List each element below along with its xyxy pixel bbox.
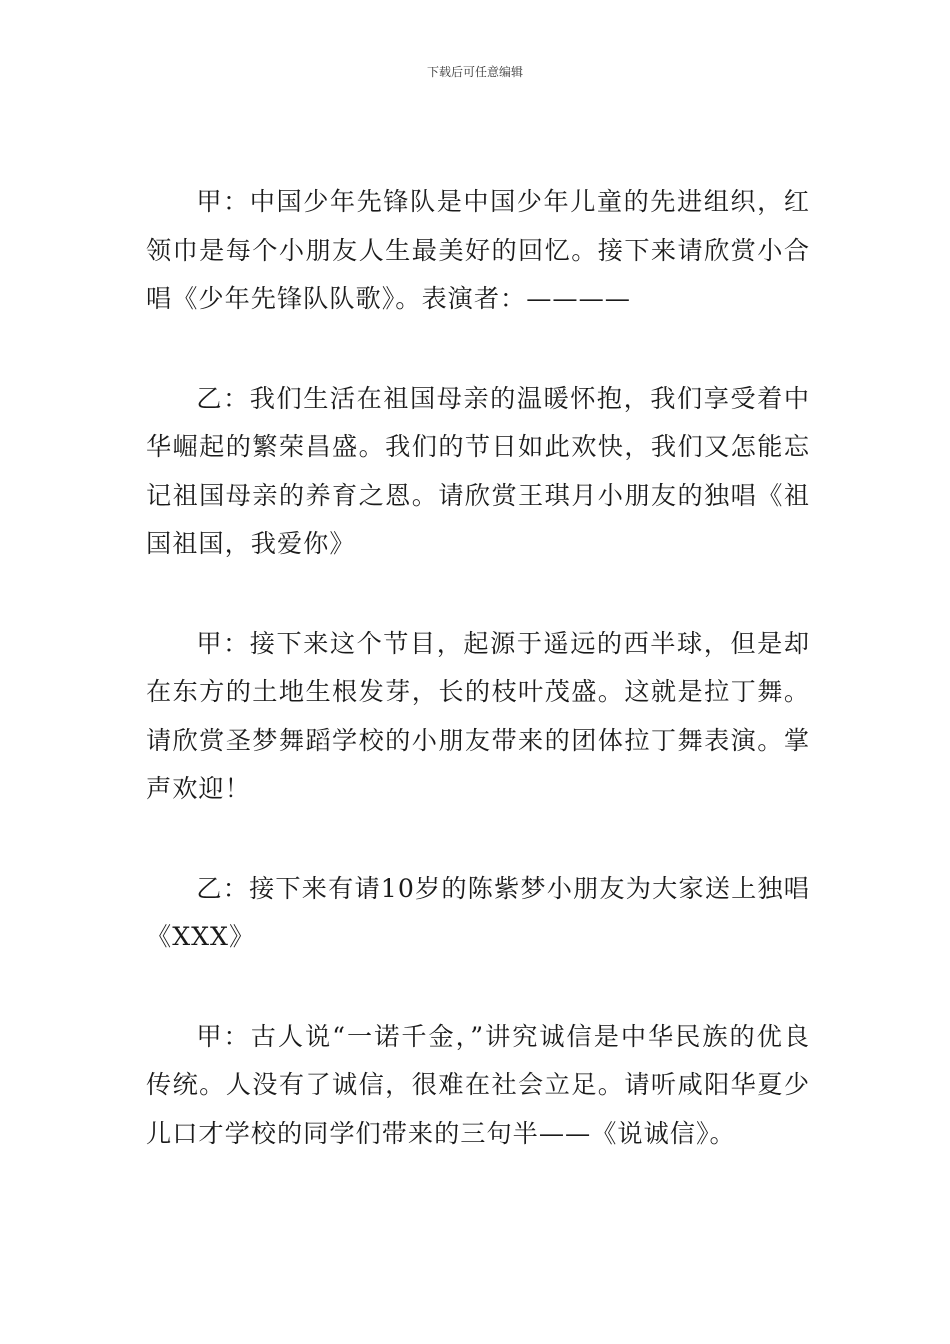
paragraph-5: 甲：古人说“一诺千金，”讲究诚信是中华民族的优良传统。人没有了诚信，很难在社会立足。请听咸阳华夏少儿口才学校的同学们带来的三句半——《说诚信》。 (146, 1021, 810, 1148)
page-header: 下载后可任意编辑 (426, 65, 523, 79)
paragraph-2: 乙：我们生活在祖国母亲的温暖怀抱，我们享受着中华崛起的繁荣昌盛。我们的节日如此欢快，我们又怎能忘记祖国母亲的养育之恩。请欣赏王琪月小朋友的独唱《祖国祖国，我爱你》 (146, 383, 810, 558)
paragraph-4: 乙：接下来有请10岁的陈紫梦小朋友为大家送上独唱《XXX》 (146, 873, 810, 951)
document-body (146, 178, 810, 1209)
paragraph-1: 甲：中国少年先锋队是中国少年儿童的先进组织，红领巾是每个小朋友人生最美好的回忆。接下来请欣赏小合唱《少年先锋队队歌》。表演者：———— (146, 187, 810, 313)
paragraph-3: 甲：接下来这个节目，起源于遥远的西半球，但是却在东方的土地生根发芽，长的枝叶茂盛。这就是拉丁舞。请欣赏圣梦舞蹈学校的小朋友带来的团体拉丁舞表演。掌声欢迎！ (146, 628, 810, 803)
